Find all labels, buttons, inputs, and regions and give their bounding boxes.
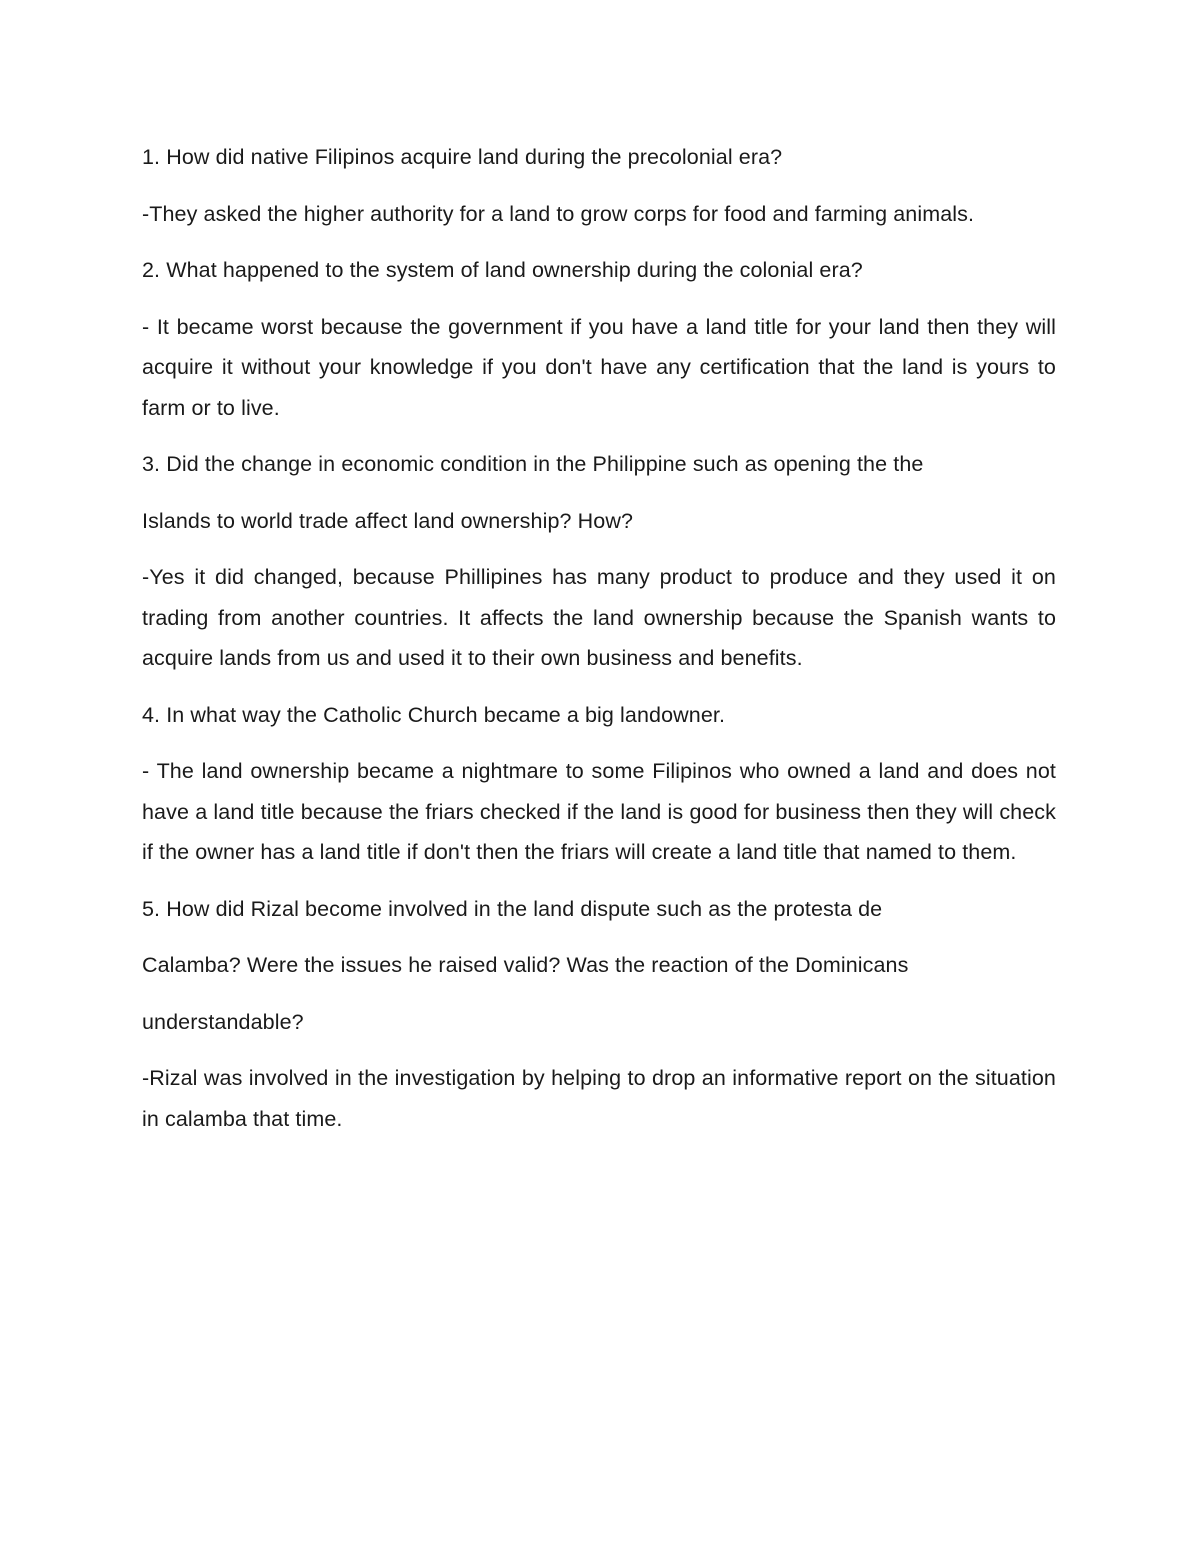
answer-1: -They asked the higher authority for a land to grow corps for food and farming animals. bbox=[142, 201, 975, 226]
answer-2: - It became worst because the government if you have a land title for your land then they will acquire it without your knowledge if you don't have any certification that the land is yours to farm or to live. bbox=[142, 314, 1056, 420]
answer-5: -Rizal was involved in the investigation by helping to drop an informative report on the situation in calamba that time. bbox=[142, 1066, 1056, 1131]
question-4: 4. In what way the Catholic Church became a big landowner. bbox=[142, 702, 726, 727]
document-body bbox=[142, 137, 1056, 1155]
question-3-line-2: Islands to world trade affect land ownership? How? bbox=[142, 508, 634, 533]
question-5-line-3: understandable? bbox=[142, 1009, 304, 1034]
question-2: 2. What happened to the system of land ownership during the colonial era? bbox=[142, 258, 863, 282]
question-5-line-2: Calamba? Were the issues he raised valid? Was the reaction of the Dominicans bbox=[142, 953, 909, 977]
question-5-line-1: 5. How did Rizal become involved in the land dispute such as the protesta de bbox=[142, 896, 883, 921]
question-1: 1. How did native Filipinos acquire land during the precolonial era? bbox=[142, 145, 783, 169]
question-3-line-1: 3. Did the change in economic condition in the Philippine such as opening the the bbox=[142, 452, 924, 476]
answer-3: -Yes it did changed, because Phillipines has many product to produce and they used it on trading from another countries. It affects the land ownership because the Spanish wants to acquire lands from us and used it to their own business and benefits. bbox=[142, 565, 1056, 670]
answer-4: - The land ownership became a nightmare to some Filipinos who owned a land and does not have a land title because the friars checked if the land is good for business then they will check if the owner has a land title if don't then the friars will create a land title that named to them. bbox=[142, 759, 1056, 864]
